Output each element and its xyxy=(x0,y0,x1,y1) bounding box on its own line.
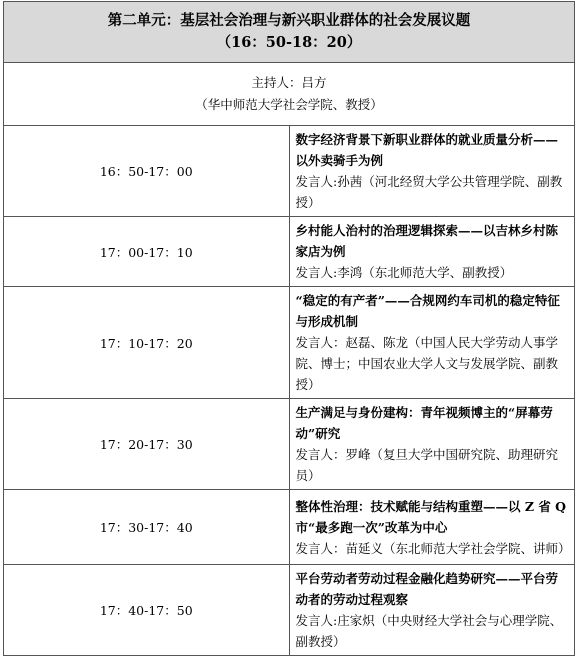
session-time: （16：50-18：20） xyxy=(216,34,362,51)
agenda-table-wrapper xyxy=(3,1,575,656)
talk-speaker: 发言人:李鸿（东北师范大学、副教授） xyxy=(295,265,513,280)
talk-time: 17：40-17：50 xyxy=(4,565,290,656)
session-header-row xyxy=(4,2,575,63)
host-name: 主持人：吕方 xyxy=(251,75,327,90)
session-title: 第二单元：基层社会治理与新兴职业群体的社会发展议题 xyxy=(107,12,471,29)
talk-row xyxy=(4,217,575,287)
talk-title: 乡村能人治村的治理逻辑探索——以吉林乡村陈家店为例 xyxy=(295,223,559,259)
talk-title: “稳定的有产者”——合规网约车司机的稳定特征与形成机制 xyxy=(295,293,560,329)
talk-speaker: 发言人：赵磊、陈龙（中国人民大学劳动人事学院、博士；中国农业大学人文与发展学院、副教授） xyxy=(295,335,559,392)
talk-time: 16：50-17：00 xyxy=(4,126,290,217)
talk-time: 17：10-17：20 xyxy=(4,287,290,399)
talk-speaker: 发言人：苗延义（东北师范大学社会学院、讲师） xyxy=(295,540,571,556)
talk-row xyxy=(4,126,575,217)
session-header xyxy=(4,2,575,63)
talk-content xyxy=(289,399,575,490)
agenda-table xyxy=(3,1,575,656)
talk-row xyxy=(4,287,575,399)
talk-content xyxy=(289,126,575,217)
talk-time: 17：00-17：10 xyxy=(4,217,290,287)
talk-row xyxy=(4,399,575,490)
talk-content xyxy=(289,490,575,565)
talk-title: 整体性治理：技术赋能与结构重塑——以 Z 省 Q 市“最多跑一次”改革为中心 xyxy=(295,498,567,535)
host-affiliation: （华中师范大学社会学院、教授） xyxy=(195,97,383,112)
talk-content xyxy=(289,565,575,656)
talk-title: 平台劳动者劳动过程金融化趋势研究——平台劳动者的劳动过程观察 xyxy=(295,571,559,607)
talk-time: 17：20-17：30 xyxy=(4,399,290,490)
talk-content xyxy=(289,217,575,287)
talk-time: 17：30-17：40 xyxy=(4,490,290,565)
talk-row xyxy=(4,490,575,565)
talk-content xyxy=(289,287,575,399)
talk-speaker: 发言人:庄家炽（中央财经大学社会与心理学院、副教授） xyxy=(295,613,563,649)
talk-title: 数字经济背景下新职业群体的就业质量分析——以外卖骑手为例 xyxy=(295,132,559,168)
talk-row xyxy=(4,565,575,656)
talk-speaker: 发言人：罗峰（复旦大学中国研究院、助理研究员） xyxy=(295,447,559,483)
talk-speaker: 发言人:孙茜（河北经贸大学公共管理学院、副教授） xyxy=(295,174,563,210)
host-row xyxy=(4,63,575,126)
host-cell xyxy=(4,63,575,126)
talk-title: 生产满足与身份建构：青年视频博主的“屏幕劳动”研究 xyxy=(295,405,553,441)
